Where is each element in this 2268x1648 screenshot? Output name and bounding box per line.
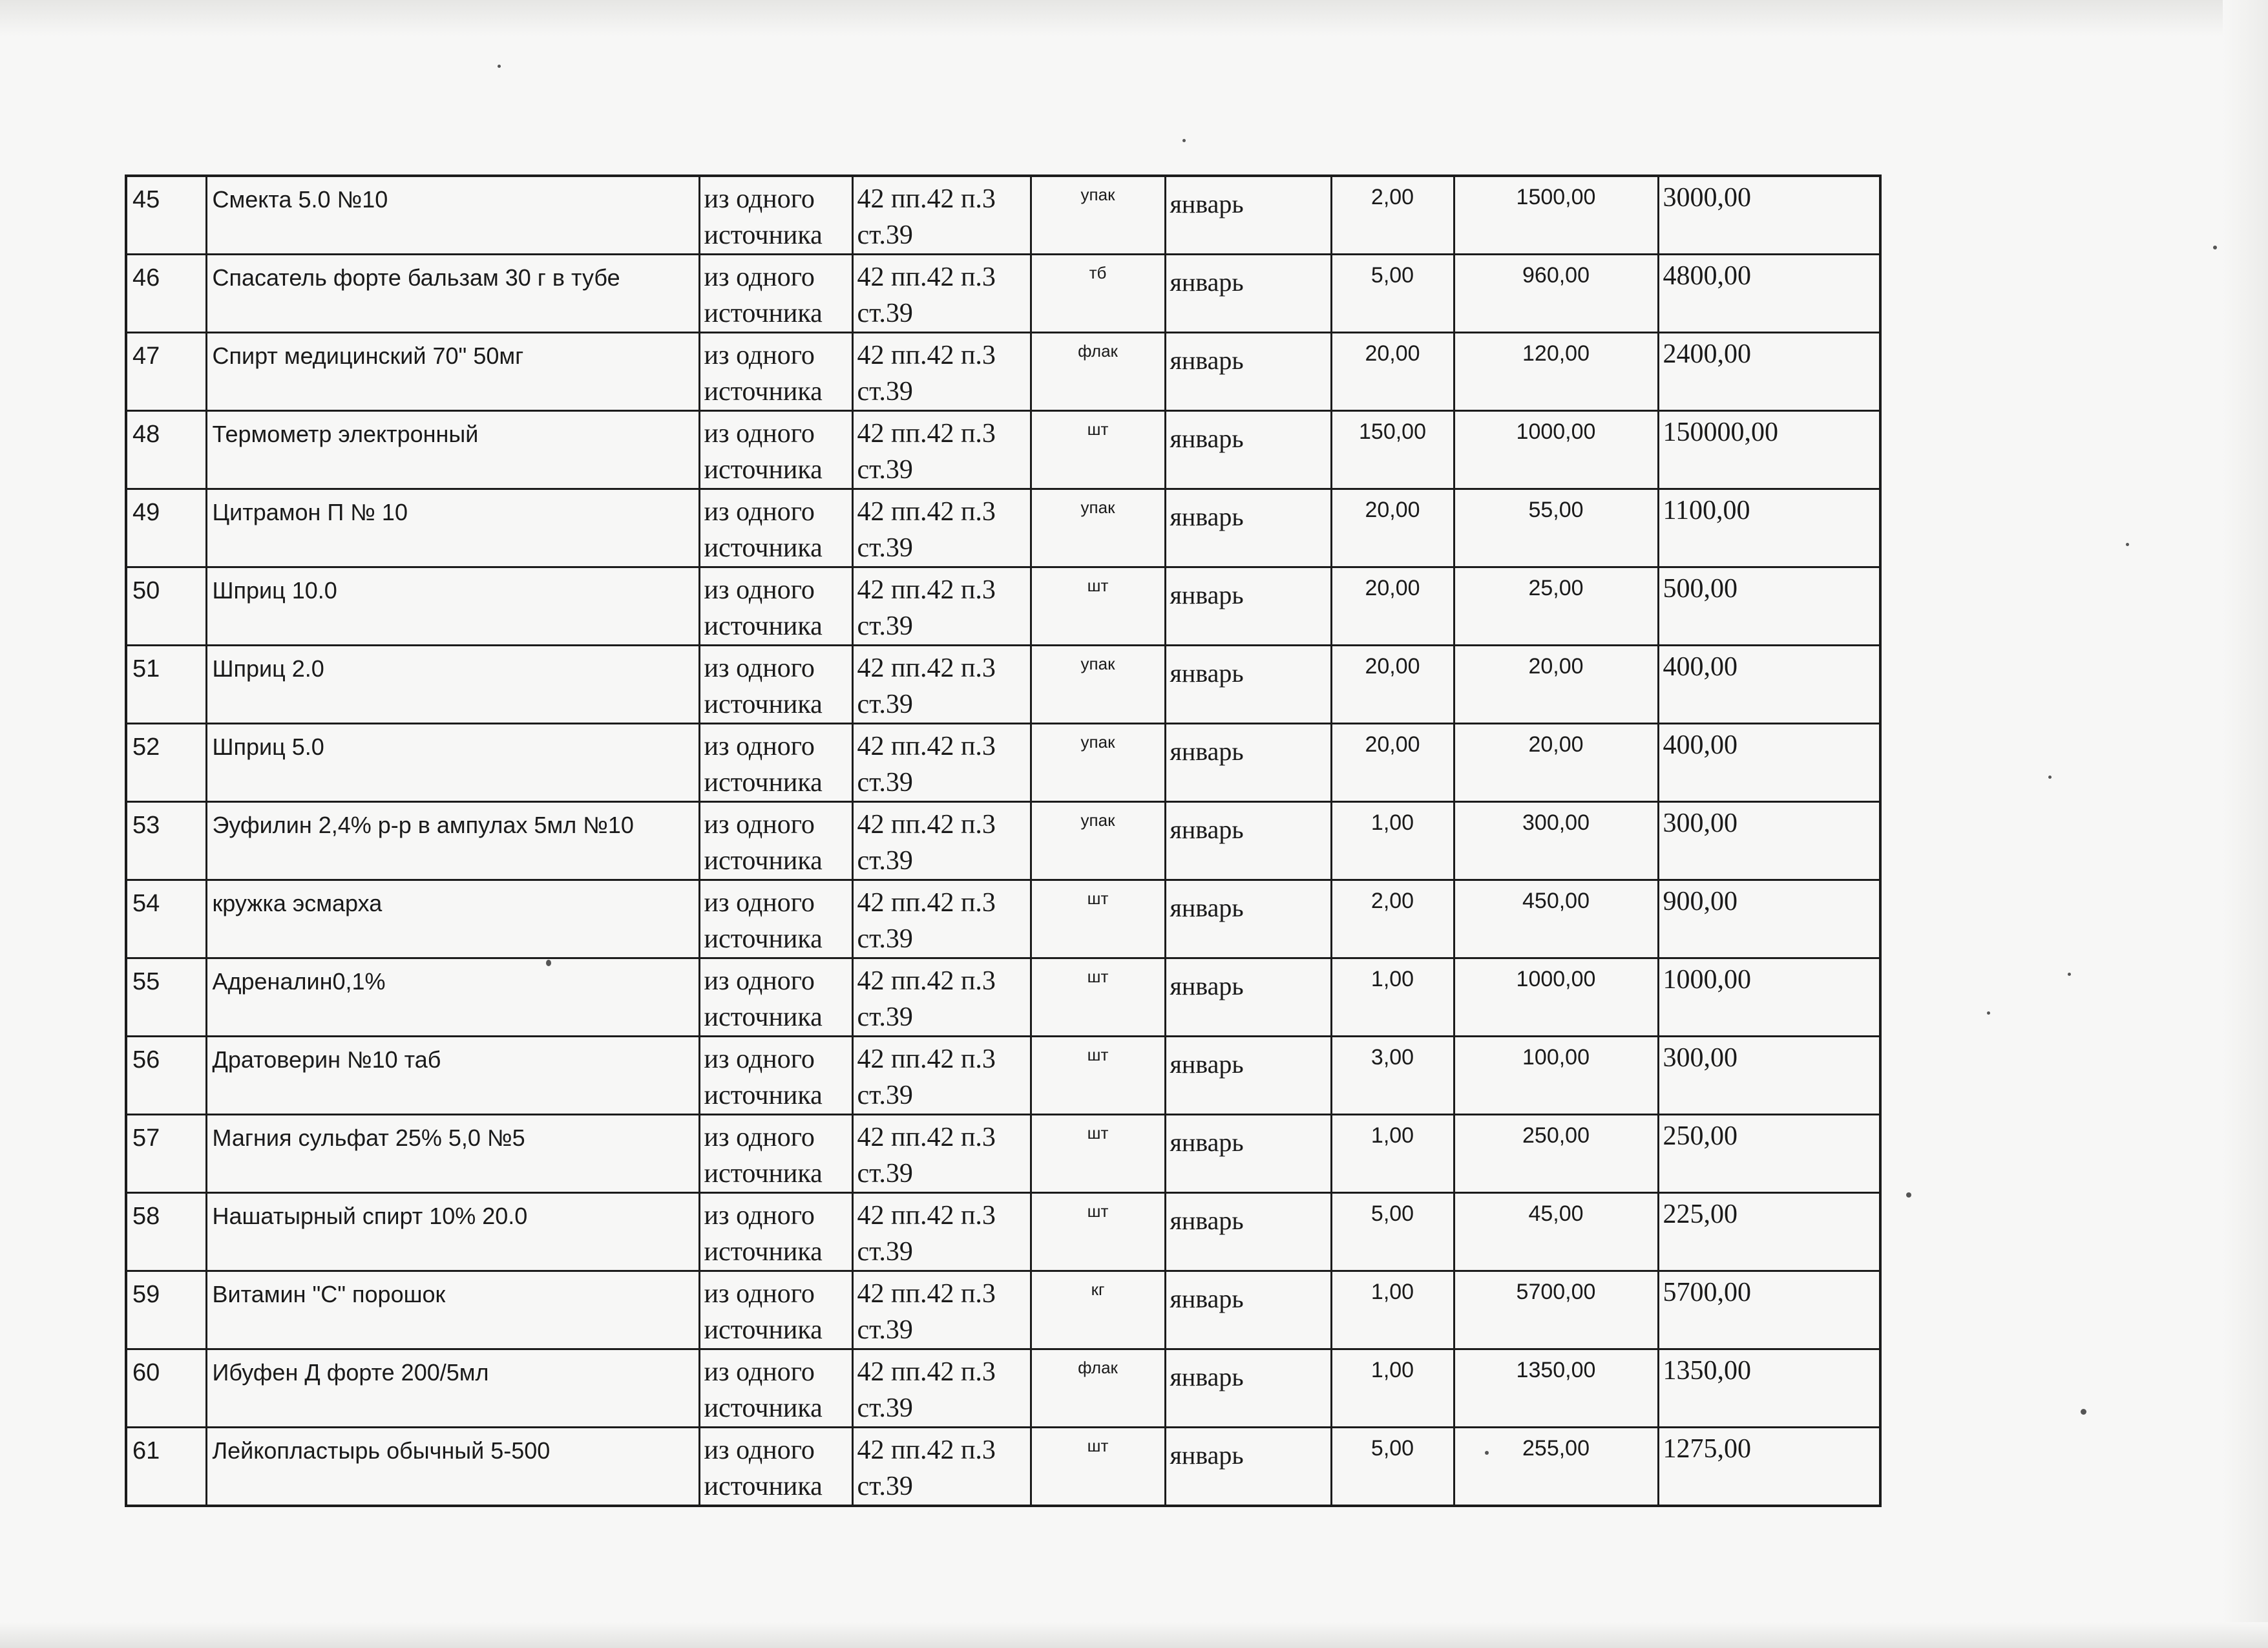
procurement-method-line-1: из одного: [704, 732, 815, 761]
table-body: [126, 176, 1880, 1506]
unit-price: 20,00: [1454, 646, 1658, 724]
quantity: 5,00: [1331, 255, 1454, 333]
delivery-month: январь: [1165, 1271, 1331, 1349]
item-name: Ибуфен Д форте 200/5мл: [206, 1349, 699, 1428]
procurement-method-line-1: из одного: [704, 1357, 815, 1387]
unit-of-measure: шт: [1031, 1193, 1165, 1271]
quantity: 150,00: [1331, 411, 1454, 489]
unit-price: 1000,00: [1454, 411, 1658, 489]
delivery-month: январь: [1165, 880, 1331, 958]
item-name: Спирт медицинский 70" 50мг: [206, 333, 699, 411]
legal-basis-line-2: ст.39: [857, 1002, 913, 1032]
legal-basis: [852, 958, 1031, 1037]
procurement-method-line-2: источника: [704, 1393, 823, 1423]
unit-price: 20,00: [1454, 724, 1658, 802]
total-sum: 400,00: [1658, 724, 1880, 802]
unit-of-measure: флак: [1031, 333, 1165, 411]
legal-basis-line-2: ст.39: [857, 1315, 913, 1345]
row-number: 50: [126, 567, 206, 646]
legal-basis-line-1: 42 пп.42 п.3: [857, 1279, 996, 1309]
legal-basis: [852, 567, 1031, 646]
procurement-method-line-1: из одного: [704, 653, 815, 683]
procurement-method: [699, 489, 852, 567]
quantity: 5,00: [1331, 1428, 1454, 1506]
row-number: 55: [126, 958, 206, 1037]
table-row: [126, 255, 1880, 333]
row-number: 53: [126, 802, 206, 880]
unit-of-measure: шт: [1031, 958, 1165, 1037]
delivery-month: январь: [1165, 1193, 1331, 1271]
legal-basis: [852, 489, 1031, 567]
unit-of-measure: упак: [1031, 646, 1165, 724]
total-sum: 250,00: [1658, 1115, 1880, 1193]
procurement-method-line-1: из одного: [704, 497, 815, 527]
quantity: 1,00: [1331, 1271, 1454, 1349]
unit-of-measure: шт: [1031, 880, 1165, 958]
delivery-month: январь: [1165, 567, 1331, 646]
procurement-method: [699, 1428, 852, 1506]
quantity: 3,00: [1331, 1037, 1454, 1115]
procurement-method-line-2: источника: [704, 768, 823, 798]
procurement-method: [699, 646, 852, 724]
delivery-month: январь: [1165, 1428, 1331, 1506]
unit-price: 1000,00: [1454, 958, 1658, 1037]
procurement-method-line-1: из одного: [704, 341, 815, 370]
quantity: 1,00: [1331, 1349, 1454, 1428]
procurement-method-line-2: источника: [704, 1002, 823, 1032]
quantity: 1,00: [1331, 1115, 1454, 1193]
legal-basis-line-2: ст.39: [857, 220, 913, 250]
unit-of-measure: упак: [1031, 176, 1165, 255]
legal-basis-line-2: ст.39: [857, 455, 913, 485]
unit-of-measure: шт: [1031, 1115, 1165, 1193]
total-sum: 4800,00: [1658, 255, 1880, 333]
delivery-month: январь: [1165, 1349, 1331, 1428]
unit-of-measure: флак: [1031, 1349, 1165, 1428]
total-sum: 150000,00: [1658, 411, 1880, 489]
procurement-method-line-2: источника: [704, 455, 823, 485]
legal-basis-line-2: ст.39: [857, 1393, 913, 1423]
legal-basis-line-1: 42 пп.42 п.3: [857, 1123, 996, 1152]
procurement-method-line-2: источника: [704, 220, 823, 250]
table-row: [126, 1037, 1880, 1115]
legal-basis-line-1: 42 пп.42 п.3: [857, 575, 996, 605]
total-sum: 2400,00: [1658, 333, 1880, 411]
total-sum: 1350,00: [1658, 1349, 1880, 1428]
table-row: [126, 1349, 1880, 1428]
legal-basis-line-2: ст.39: [857, 846, 913, 876]
legal-basis-line-1: 42 пп.42 п.3: [857, 732, 996, 761]
legal-basis: [852, 880, 1031, 958]
row-number: 52: [126, 724, 206, 802]
item-name: Шприц 2.0: [206, 646, 699, 724]
item-name: Эуфилин 2,4% р-р в ампулах 5мл №10: [206, 802, 699, 880]
table-row: [126, 802, 1880, 880]
legal-basis-line-1: 42 пп.42 п.3: [857, 888, 996, 918]
unit-price: 120,00: [1454, 333, 1658, 411]
legal-basis-line-1: 42 пп.42 п.3: [857, 966, 996, 996]
total-sum: 1000,00: [1658, 958, 1880, 1037]
unit-of-measure: шт: [1031, 1428, 1165, 1506]
legal-basis-line-2: ст.39: [857, 611, 913, 641]
quantity: 1,00: [1331, 802, 1454, 880]
delivery-month: январь: [1165, 1037, 1331, 1115]
total-sum: 300,00: [1658, 1037, 1880, 1115]
legal-basis-line-1: 42 пп.42 п.3: [857, 1357, 996, 1387]
procurement-method-line-2: источника: [704, 690, 823, 719]
procurement-method-line-1: из одного: [704, 184, 815, 214]
procurement-method-line-1: из одного: [704, 419, 815, 449]
legal-basis: [852, 333, 1031, 411]
procurement-method-line-1: из одного: [704, 888, 815, 918]
item-name: Шприц 5.0: [206, 724, 699, 802]
procurement-method: [699, 1115, 852, 1193]
table-row: [126, 411, 1880, 489]
procurement-method-line-1: из одного: [704, 1123, 815, 1152]
procurement-method: [699, 1271, 852, 1349]
table-row: [126, 724, 1880, 802]
scan-speck: [2126, 543, 2129, 546]
legal-basis-line-1: 42 пп.42 п.3: [857, 341, 996, 370]
unit-of-measure: кг: [1031, 1271, 1165, 1349]
legal-basis: [852, 724, 1031, 802]
procurement-table: [125, 174, 1882, 1507]
procurement-method-line-1: из одного: [704, 1201, 815, 1231]
item-name: Нашатырный спирт 10% 20.0: [206, 1193, 699, 1271]
quantity: 20,00: [1331, 489, 1454, 567]
procurement-method: [699, 1037, 852, 1115]
row-number: 46: [126, 255, 206, 333]
item-name: Цитрамон П № 10: [206, 489, 699, 567]
row-number: 54: [126, 880, 206, 958]
table-row: [126, 958, 1880, 1037]
item-name: Дратоверин №10 таб: [206, 1037, 699, 1115]
unit-price: 1350,00: [1454, 1349, 1658, 1428]
legal-basis-line-2: ст.39: [857, 768, 913, 798]
legal-basis-line-1: 42 пп.42 п.3: [857, 1044, 996, 1074]
procurement-method-line-2: источника: [704, 377, 823, 407]
legal-basis: [852, 802, 1031, 880]
unit-price: 5700,00: [1454, 1271, 1658, 1349]
legal-basis-line-1: 42 пп.42 п.3: [857, 1435, 996, 1465]
procurement-method: [699, 802, 852, 880]
item-name: Лейкопластырь обычный 5-500: [206, 1428, 699, 1506]
legal-basis: [852, 1428, 1031, 1506]
procurement-method-line-2: источника: [704, 299, 823, 328]
legal-basis: [852, 1271, 1031, 1349]
procurement-method: [699, 333, 852, 411]
total-sum: 900,00: [1658, 880, 1880, 958]
procurement-method: [699, 411, 852, 489]
unit-price: 45,00: [1454, 1193, 1658, 1271]
legal-basis-line-2: ст.39: [857, 377, 913, 407]
procurement-method: [699, 176, 852, 255]
unit-of-measure: шт: [1031, 567, 1165, 646]
table-row: [126, 567, 1880, 646]
procurement-method: [699, 1193, 852, 1271]
unit-price: 55,00: [1454, 489, 1658, 567]
legal-basis-line-1: 42 пп.42 п.3: [857, 653, 996, 683]
row-number: 48: [126, 411, 206, 489]
scan-edge-bottom: [0, 1622, 2268, 1648]
unit-price: 960,00: [1454, 255, 1658, 333]
legal-basis-line-2: ст.39: [857, 299, 913, 328]
procurement-method-line-1: из одного: [704, 575, 815, 605]
scan-edge-right: [2223, 0, 2268, 1648]
item-name: Термометр электронный: [206, 411, 699, 489]
total-sum: 400,00: [1658, 646, 1880, 724]
legal-basis: [852, 176, 1031, 255]
procurement-method-line-2: источника: [704, 1159, 823, 1188]
item-name: Магния сульфат 25% 5,0 №5: [206, 1115, 699, 1193]
row-number: 45: [126, 176, 206, 255]
row-number: 49: [126, 489, 206, 567]
delivery-month: январь: [1165, 333, 1331, 411]
procurement-method-line-1: из одного: [704, 810, 815, 840]
unit-of-measure: упак: [1031, 489, 1165, 567]
unit-price: 250,00: [1454, 1115, 1658, 1193]
unit-of-measure: шт: [1031, 411, 1165, 489]
procurement-method-line-2: источника: [704, 1315, 823, 1345]
legal-basis-line-1: 42 пп.42 п.3: [857, 1201, 996, 1231]
delivery-month: январь: [1165, 1115, 1331, 1193]
unit-price: 1500,00: [1454, 176, 1658, 255]
procurement-method: [699, 880, 852, 958]
procurement-method: [699, 958, 852, 1037]
row-number: 51: [126, 646, 206, 724]
legal-basis: [852, 1349, 1031, 1428]
legal-basis-line-1: 42 пп.42 п.3: [857, 497, 996, 527]
scan-speck: [1182, 139, 1186, 142]
scan-speck: [2048, 776, 2052, 779]
legal-basis-line-2: ст.39: [857, 924, 913, 954]
legal-basis: [852, 1193, 1031, 1271]
legal-basis-line-2: ст.39: [857, 1159, 913, 1188]
quantity: 2,00: [1331, 880, 1454, 958]
table-row: [126, 489, 1880, 567]
total-sum: 1100,00: [1658, 489, 1880, 567]
delivery-month: январь: [1165, 646, 1331, 724]
delivery-month: январь: [1165, 802, 1331, 880]
delivery-month: январь: [1165, 176, 1331, 255]
procurement-method-line-2: источника: [704, 1237, 823, 1267]
quantity: 2,00: [1331, 176, 1454, 255]
legal-basis-line-2: ст.39: [857, 1237, 913, 1267]
row-number: 57: [126, 1115, 206, 1193]
item-name: Витамин "С" порошок: [206, 1271, 699, 1349]
procurement-method-line-2: источника: [704, 1472, 823, 1501]
procurement-method-line-1: из одного: [704, 966, 815, 996]
delivery-month: январь: [1165, 489, 1331, 567]
table-row: [126, 176, 1880, 255]
unit-price: 300,00: [1454, 802, 1658, 880]
scan-edge-top: [0, 0, 2268, 36]
quantity: 5,00: [1331, 1193, 1454, 1271]
quantity: 20,00: [1331, 646, 1454, 724]
quantity: 20,00: [1331, 333, 1454, 411]
legal-basis: [852, 1115, 1031, 1193]
row-number: 61: [126, 1428, 206, 1506]
table-row: [126, 880, 1880, 958]
scan-speck: [2068, 973, 2071, 976]
delivery-month: январь: [1165, 724, 1331, 802]
unit-price: 255,00: [1454, 1428, 1658, 1506]
procurement-method-line-1: из одного: [704, 1435, 815, 1465]
legal-basis-line-2: ст.39: [857, 690, 913, 719]
unit-price: 100,00: [1454, 1037, 1658, 1115]
item-name: Смекта 5.0 №10: [206, 176, 699, 255]
procurement-method: [699, 567, 852, 646]
procurement-method: [699, 1349, 852, 1428]
row-number: 59: [126, 1271, 206, 1349]
legal-basis: [852, 255, 1031, 333]
delivery-month: январь: [1165, 958, 1331, 1037]
total-sum: 300,00: [1658, 802, 1880, 880]
table-row: [126, 333, 1880, 411]
procurement-method-line-1: из одного: [704, 1279, 815, 1309]
quantity: 20,00: [1331, 567, 1454, 646]
legal-basis-line-2: ст.39: [857, 1472, 913, 1501]
total-sum: 5700,00: [1658, 1271, 1880, 1349]
item-name: Спасатель форте бальзам 30 г в тубе: [206, 255, 699, 333]
legal-basis-line-1: 42 пп.42 п.3: [857, 184, 996, 214]
legal-basis: [852, 646, 1031, 724]
table-row: [126, 1428, 1880, 1506]
legal-basis: [852, 1037, 1031, 1115]
unit-of-measure: тб: [1031, 255, 1165, 333]
table-row: [126, 1193, 1880, 1271]
unit-of-measure: упак: [1031, 724, 1165, 802]
legal-basis-line-1: 42 пп.42 п.3: [857, 262, 996, 292]
quantity: 1,00: [1331, 958, 1454, 1037]
table-row: [126, 1271, 1880, 1349]
procurement-method-line-2: источника: [704, 533, 823, 563]
row-number: 58: [126, 1193, 206, 1271]
item-name: Шприц 10.0: [206, 567, 699, 646]
total-sum: 1275,00: [1658, 1428, 1880, 1506]
procurement-method-line-2: источника: [704, 611, 823, 641]
procurement-method-line-2: источника: [704, 1081, 823, 1110]
scan-speck: [1906, 1192, 1911, 1198]
total-sum: 3000,00: [1658, 176, 1880, 255]
unit-of-measure: упак: [1031, 802, 1165, 880]
procurement-method: [699, 255, 852, 333]
legal-basis-line-2: ст.39: [857, 533, 913, 563]
unit-price: 25,00: [1454, 567, 1658, 646]
row-number: 56: [126, 1037, 206, 1115]
scan-speck: [2081, 1409, 2086, 1415]
scan-speck: [2213, 246, 2217, 249]
procurement-method-line-2: источника: [704, 846, 823, 876]
procurement-method-line-1: из одного: [704, 1044, 815, 1074]
table-row: [126, 1115, 1880, 1193]
unit-of-measure: шт: [1031, 1037, 1165, 1115]
scan-speck: [1987, 1011, 1990, 1015]
legal-basis-line-1: 42 пп.42 п.3: [857, 810, 996, 840]
row-number: 60: [126, 1349, 206, 1428]
row-number: 47: [126, 333, 206, 411]
procurement-method-line-1: из одного: [704, 262, 815, 292]
table-row: [126, 646, 1880, 724]
total-sum: 500,00: [1658, 567, 1880, 646]
delivery-month: январь: [1165, 255, 1331, 333]
item-name: кружка эсмарха: [206, 880, 699, 958]
legal-basis: [852, 411, 1031, 489]
unit-price: 450,00: [1454, 880, 1658, 958]
scan-speck: [498, 65, 501, 68]
delivery-month: январь: [1165, 411, 1331, 489]
quantity: 20,00: [1331, 724, 1454, 802]
legal-basis-line-2: ст.39: [857, 1081, 913, 1110]
procurement-method-line-2: источника: [704, 924, 823, 954]
legal-basis-line-1: 42 пп.42 п.3: [857, 419, 996, 449]
total-sum: 225,00: [1658, 1193, 1880, 1271]
procurement-method: [699, 724, 852, 802]
item-name: Адреналин0,1%: [206, 958, 699, 1037]
